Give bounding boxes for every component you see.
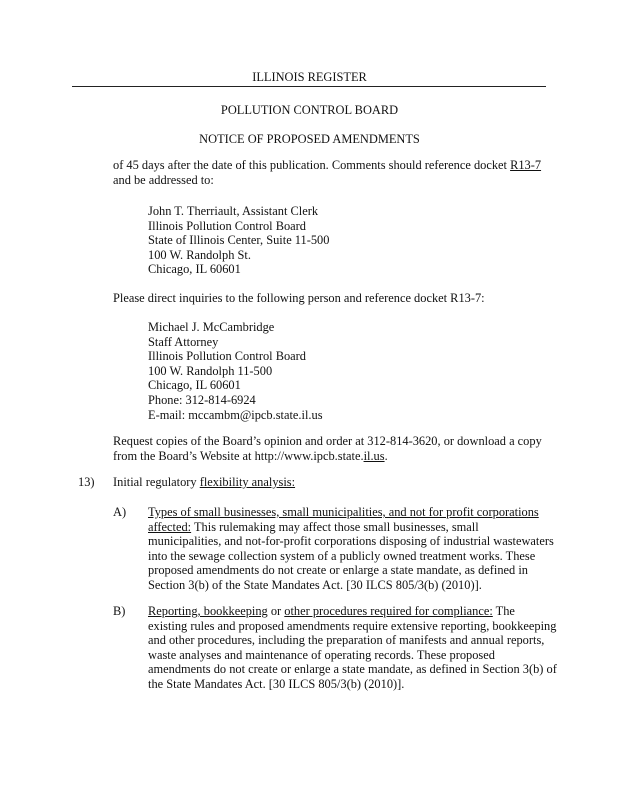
section-13-number: 13) (78, 475, 95, 489)
contact-line: Michael J. McCambridge (148, 320, 275, 334)
item-a-label: A) (113, 505, 127, 519)
item-b-line-1 (148, 604, 553, 619)
item-b-body (148, 604, 557, 692)
comments-address-block (148, 204, 528, 277)
item-a-heading-line-1: Types of small businesses, small municipalities, and not for profit corporations (148, 505, 539, 519)
intro-docket: R13-7 (510, 158, 542, 172)
address-line: State of Illinois Center, Suite 11-500 (148, 233, 330, 248)
item-b-line: waste analyses and maintenance of operating records. These proposed (148, 647, 495, 662)
copies-line-2 (113, 449, 553, 464)
agency-title: POLLUTION CONTROL BOARD (220, 103, 399, 117)
section-13-title-before: Initial regulatory (113, 475, 200, 489)
item-b-heading-mid: or (267, 604, 285, 618)
item-a-line: into the sewage collection system of a publicly owned treatment works. These (148, 548, 536, 563)
intro-paragraph (113, 158, 553, 187)
item-a-line: proposed amendments do not create or enlarge a state mandate, as defined in (148, 563, 528, 578)
contact-line: Chicago, IL 60601 (148, 378, 241, 393)
item-a-body (148, 505, 553, 593)
contact-line: Phone: 312-814-6924 (148, 392, 256, 407)
copies-line-1: Request copies of the Board’s opinion and order at 312-814-3620, or download a copy (113, 434, 542, 448)
intro-text-after: and be addressed to: (113, 172, 214, 187)
address-line: 100 W. Randolph St. (148, 247, 251, 262)
copies-text-before: from the Board’s Website at http://www.ipcb.state. (113, 448, 364, 463)
address-line: John T. Therriault, Assistant Clerk (148, 204, 319, 218)
item-a-line (148, 520, 553, 535)
item-b-label: B) (113, 604, 126, 618)
contact-line: 100 W. Randolph 11-500 (148, 363, 273, 378)
item-b-line: existing rules and proposed amendments require extensive reporting, bookkeeping (148, 618, 557, 633)
copies-link[interactable]: il.us (363, 448, 385, 463)
header-rule (72, 86, 546, 87)
copies-text-after: . (384, 448, 388, 463)
section-13-title (113, 475, 295, 490)
notice-title: NOTICE OF PROPOSED AMENDMENTS (199, 132, 420, 146)
contact-line: E-mail: mccambm@ipcb.state.il.us (148, 407, 323, 422)
item-a-line-2-rest: This rulemaking may affect those small businesses, small (191, 519, 479, 534)
item-b-line: amendments do not create or enlarge a state mandate, as defined in Section 3(b) of (148, 662, 557, 677)
item-a-heading-line-2: affected: (148, 519, 192, 534)
address-line: Chicago, IL 60601 (148, 262, 241, 277)
register-title: ILLINOIS REGISTER (252, 70, 367, 84)
item-b-heading-part-1: Reporting, bookkeeping (148, 604, 268, 618)
item-b-line: and other procedures, including the preparation of manifests and annual reports, (148, 633, 545, 648)
intro-text-before: of 45 days after the date of this publication. Comments should reference docket (113, 158, 511, 172)
item-b-line-1-rest: The (492, 604, 515, 618)
item-a-line: municipalities, and not-for-profit corporations disposing of industrial wastewaters (148, 534, 554, 549)
inquiries-address-block (148, 320, 528, 422)
contact-line: Illinois Pollution Control Board (148, 349, 306, 364)
item-b-heading-part-2: other procedures required for compliance: (284, 604, 493, 618)
section-13-title-underlined: flexibility analysis: (199, 475, 296, 489)
copies-paragraph (113, 434, 553, 463)
inquiries-paragraph: Please direct inquiries to the following person and reference docket R13-7: (113, 291, 485, 305)
contact-line: Staff Attorney (148, 334, 219, 349)
address-line: Illinois Pollution Control Board (148, 218, 306, 233)
item-a-line: Section 3(b) of the State Mandates Act. [30 ILCS 805/3(b) (2010)]. (148, 577, 482, 592)
item-b-line: the State Mandates Act. [30 ILCS 805/3(b) (2010)]. (148, 676, 405, 691)
